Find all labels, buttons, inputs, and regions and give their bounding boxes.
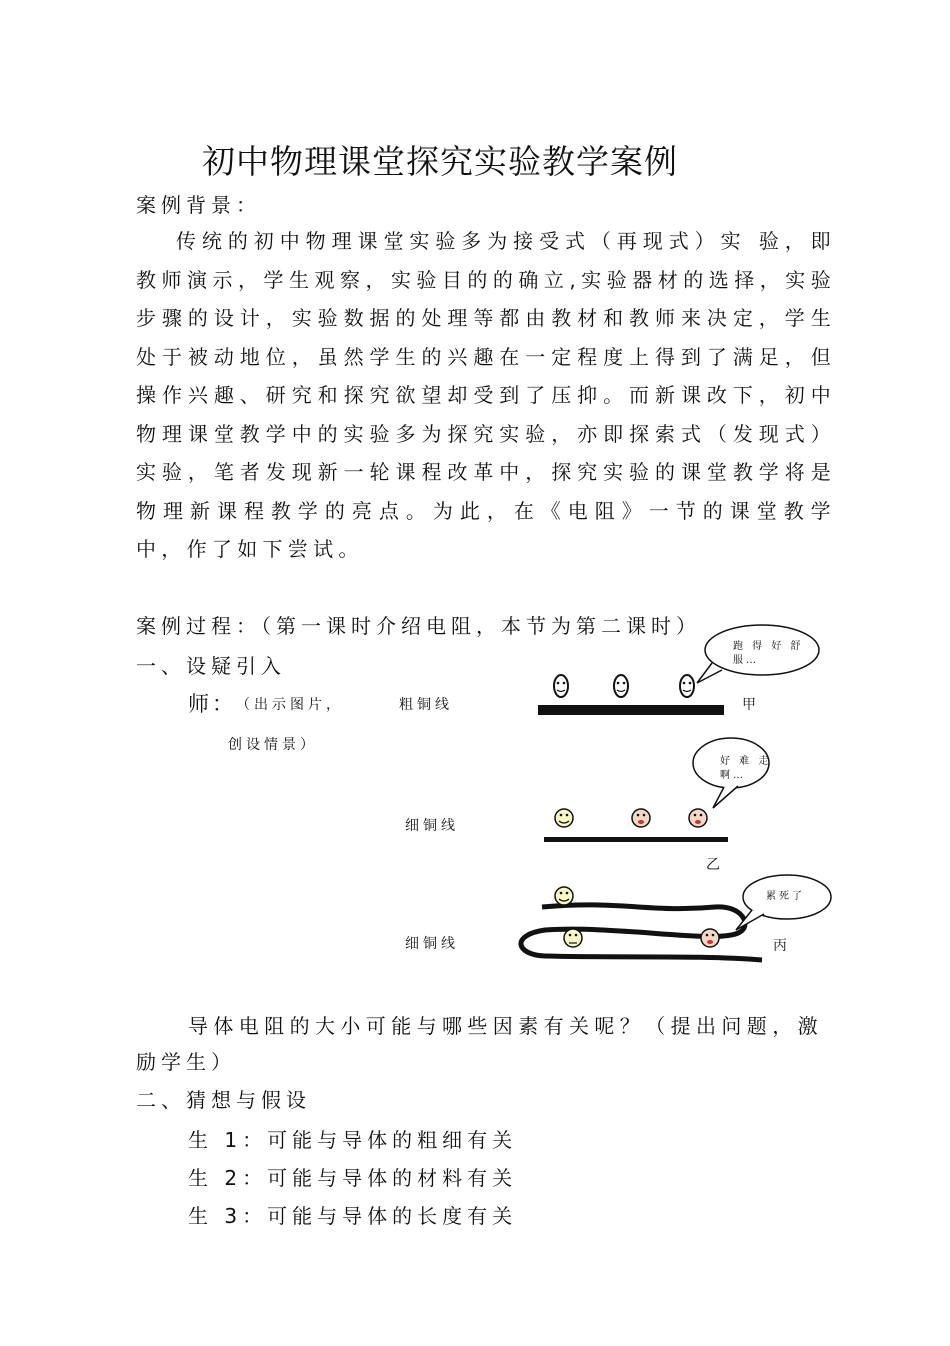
wire-a-label: 粗铜线 <box>399 697 453 713</box>
teacher-label: 师： <box>188 692 236 716</box>
hypothesis-1: 生 1：可能与导体的粗细有关 <box>188 1128 518 1152</box>
wire-c-label: 细铜线 <box>405 936 459 952</box>
wire-b-label: 细铜线 <box>405 818 459 834</box>
bubble-a-text-line1: 跑 得 好 舒 <box>733 641 804 652</box>
question-line2: 励学生） <box>136 1050 236 1074</box>
bubble-a-text-line2: 服… <box>733 655 759 666</box>
section1-heading: 一、设疑引入 <box>136 654 286 678</box>
question-line1: 导体电阻的大小可能与哪些因素有关呢？（提出问题，激 <box>188 1014 823 1038</box>
walker-a2 <box>614 675 628 697</box>
bubble-b-text-line1: 好 难 走 <box>720 756 772 767</box>
background-heading: 案例背景： <box>136 193 261 217</box>
page-title: 初中物理课堂探究实验教学案例 <box>202 142 678 181</box>
process-heading: 案例过程：（第一课时介绍电阻，本节为第二课时） <box>136 614 701 638</box>
mark-b: 乙 <box>706 857 724 873</box>
walker-c3 <box>701 929 719 947</box>
walker-c1 <box>555 887 573 905</box>
hypothesis-3: 生 3：可能与导体的长度有关 <box>188 1204 518 1228</box>
mark-a: 甲 <box>742 697 760 713</box>
walker-a3 <box>680 675 694 697</box>
hypothesis-2: 生 2：可能与导体的材料有关 <box>188 1166 518 1190</box>
teacher-note-line1: （出示图片， <box>236 697 344 713</box>
walker-b1 <box>555 809 573 827</box>
mark-c: 丙 <box>773 938 791 954</box>
walker-a1 <box>554 675 568 697</box>
bubble-c-text: 累死了 <box>766 891 805 902</box>
walker-c2 <box>564 929 582 947</box>
thick-wire <box>538 705 724 715</box>
teacher-note-line2: 创设情景） <box>228 737 318 753</box>
walker-b2 <box>632 809 650 827</box>
bubble-b-text-line2: 啊… <box>720 770 746 781</box>
thin-wire-short <box>544 837 728 842</box>
thin-wire-long <box>521 905 762 960</box>
section2-heading: 二、猜想与假设 <box>136 1088 311 1112</box>
walker-b3 <box>689 809 707 827</box>
speech-bubble-c <box>736 875 831 930</box>
background-paragraph: 传统的初中物理课堂实验多为接受式（再现式）实 验，即教师演示，学生观察，实验目的的确立,实验器材的选择，实验步骤的设计，实验数据的处理等都由教材和教师来决定，学生处于被动地位，虽然学生的兴趣在一定程度上得到了满足，但操作兴趣、研究和探究欲望却受到了压抑。而新课改下，初中物理课堂教学中的实验多为探究实验，亦即探索式（发现式）实验，笔者发现新一轮课程改革中，探究实验的课堂教学将是物理新课程教学的亮点。为此，在《电阻》一节的课堂教学中，作了如下尝试。 <box>136 229 836 561</box>
